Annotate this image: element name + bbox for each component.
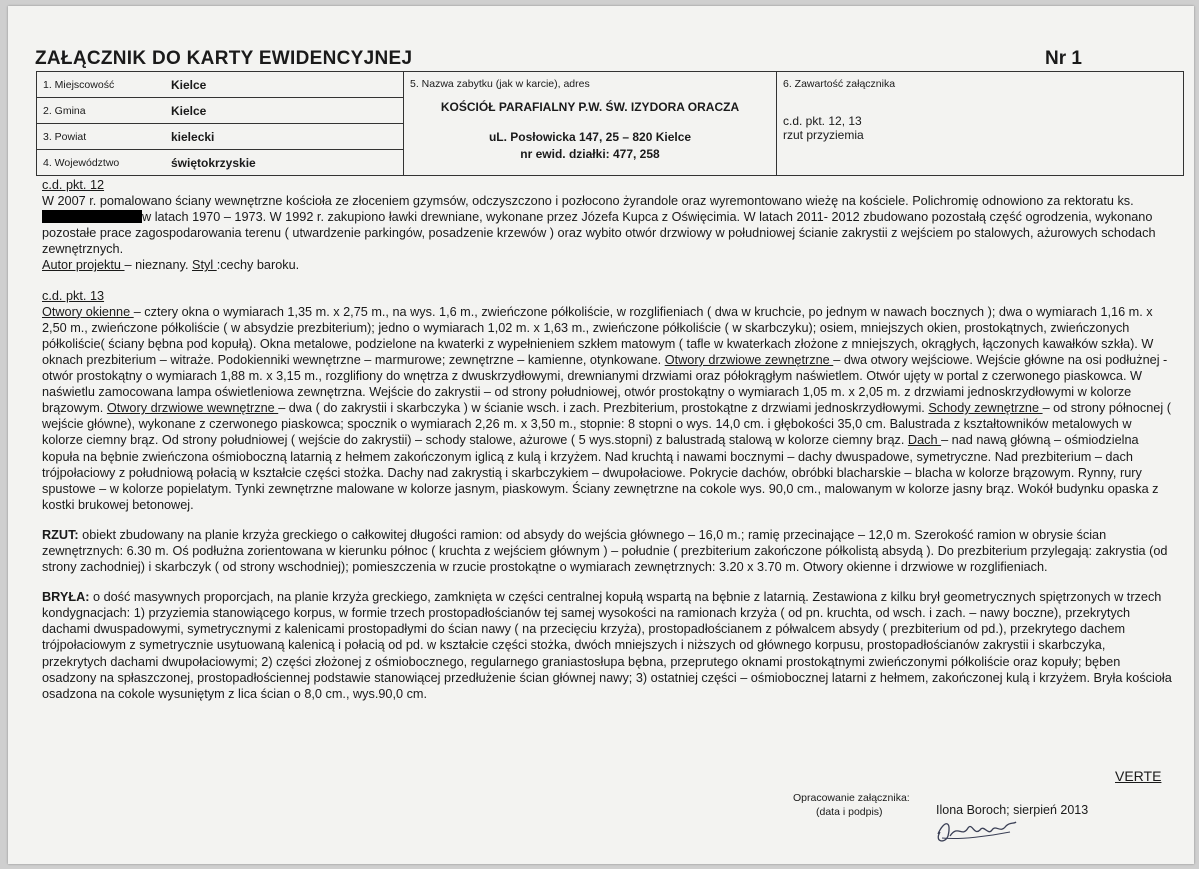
document-body — [42, 177, 1172, 702]
zawartosc-label: 6. Zawartość załącznika — [783, 78, 896, 90]
document-sheet — [8, 6, 1194, 864]
wojewodztwo-label: 4. Województwo — [43, 156, 120, 169]
schody-label: Schody zewnętrzne — [928, 401, 1043, 416]
zawartosc-line-2: rzut przyziemia — [783, 128, 864, 142]
document-title: ZAŁĄCZNIK DO KARTY EWIDENCYJNEJ — [35, 48, 413, 69]
wojewodztwo-value: świętokrzyskie — [171, 155, 256, 170]
otwory-okienne-label: Otwory okienne — [42, 304, 134, 319]
author-date: Ilona Boroch; sierpień 2013 — [936, 803, 1089, 817]
monument-name: KOŚCIÓŁ PARAFIALNY P.W. ŚW. IZYDORA ORACZA — [440, 100, 740, 114]
gmina-label: 2. Gmina — [43, 104, 86, 117]
autor-label: Autor projektu — [42, 258, 125, 273]
section-13-heading: c.d. pkt. 13 — [42, 288, 105, 303]
row-miejscowosc — [37, 72, 403, 98]
otwory-drzwiowe-wew-label: Otwory drzwiowe wewnętrzne — [106, 401, 279, 416]
data-podpis-label: (data i podpis) — [816, 806, 883, 818]
row-gmina — [37, 98, 403, 124]
otwory-drzwiowe-wew-text: – dwa ( do zakrystii i skarbczyka ) w ścianie wsch. i zach. Prezbiterium, prostokątne z drzwiami jednoskrzydłowymi. — [278, 401, 929, 416]
section-12 — [42, 177, 1172, 274]
row-wojewodztwo — [37, 150, 403, 175]
section-13 — [42, 288, 1172, 513]
rzut-label: RZUT: — [42, 527, 79, 542]
section-12-text-b: w latach 1970 – 1973. W 1992 r. zakupiono ławki drewniane, wykonane przez Józefa Kupca z Oświęcimia. W latach 2011- 2012 zbudowano pozostałą część ogrodzenia, wykonano pozostałe prace zagospodarowania terenu ( utwardzenie parkingów, posadzenie krzewów ) oraz wybito otwór drzwiowy w południowej ścianie zakrystii z wejściem po stalowych, ażurowych schodach zewnętrznych. — [42, 210, 1156, 257]
dach-text: – nad nawą główną – ośmiodzielna kopuła na bębnie zwieńczona ośmioboczną latarnią z hełmem zakończonym iglicą z kulą i krzyżem. Nad kruchtą i nawami bocznymi – dachy dwuspadowe, symetryczne. Nad prezbiterium – dach trójpołaciowy z południową połacią w kształcie części stożka. Dachy nad zakrystią i skarbczykiem – dwupołaciowe. Pokrycie dachów, obróbki blacharskie – blacha w kolorze brązowym. Rynny, rury spustowe – w kolorze popielatym. Tynki zewnętrzne malowane w kolorze jasnym, piaskowym. Ściany zewnętrzne na cokole wys. 90,0 cm., malowanym w kolorze jasny brąz. Wokół budynku opaska z kostki brukowej betonowej. — [42, 433, 1159, 512]
zawartosc-line-1: c.d. pkt. 12, 13 — [783, 114, 862, 128]
otwory-okienne-text: – cztery okna o wymiarach 1,35 m. x 2,75 m., na wys. 1,6 m., zwieńczone półkoliście, w rozglifieniach ( dwa w kruchcie, po jednym w nawach bocznych ); dwa o wymiarach 1,16 m. x 2,50 m., zwieńczone półkoliście ( w absydzie prezbiterium); jedno o wymiarach 1,02 m. x 1,63 m., zwieńczone półkoliście ( w skarbczyku); osiem, mniejszych okien, prostokątnych, zwieńczonych półkoliście( ściany bębna pod kopułą). Okna metalowe, podzielone na kwaterki z wypełnieniem szkłem matowym ( tafle w kwaterkach złożone z mniejszych, okrągłych, łączonych kawałków szkła). W oknach prezbiterium – witraże. Podokienniki wewnętrzne – marmurowe; zewnętrzne – kamienne, otynkowane. — [42, 304, 1154, 367]
miejscowosc-value: Kielce — [171, 77, 207, 92]
document-number: Nr 1 — [1045, 48, 1082, 69]
redaction-bar — [42, 210, 142, 223]
verte-label: VERTE — [1115, 768, 1162, 784]
location-column — [37, 72, 404, 175]
rzut-text: obiekt zbudowany na planie krzyża greckiego o całkowitej długości ramion: od absydy do wejścia głównego – 16,0 m.; ramię przecinające – 12,0 m. Szerokość ramion w obrysie ścian zewnętrznych: 6.30 m. Oś podłużna zorientowana w kierunku północ ( kruchta z wejściem głównym ) – południe ( prezbiterium zakończone półkolistą absydą ). Do prezbiterium przylegają: zakrystia (od strony zachodniej) i skarbczyk ( od strony wschodniej); pomieszczenia w rzucie prostokątne o wymiarach zewnętrznych: 3.20 x 3.70 m. Otwory okienne i drzwiowe w rozglifieniach. — [42, 527, 1168, 575]
opracowanie-label: Opracowanie załącznika: — [793, 792, 910, 804]
styl-value: :cechy baroku. — [216, 258, 300, 273]
gmina-value: Kielce — [171, 103, 207, 118]
dach-label: Dach — [907, 433, 942, 448]
row-powiat — [37, 124, 403, 150]
miejscowosc-label: 1. Miejscowość — [43, 78, 115, 91]
otwory-drzwiowe-zew-text: – dwa otwory wejściowe. Wejście główne na osi podłużnej - otwór prostokątny o wymiarach 1,88 m. x 3,15 m., rozglifiony do wnętrza z dwuskrzydłowymi, drewnianymi drzwiami oraz półokrągłym naświetlem. Otwór ujęty w portal z czerwonego piaskowca. W naświetlu zamocowana lampa oświetleniowa zewnętrzna. Wejście do zakrystii – od strony południowej, otwór prostokątny o wymiarach 1,05 m. x 2,05 m. z drzwiami jednoskrzydłowymi w kolorze brązowym. — [42, 352, 1168, 416]
monument-address: uL. Posłowicka 147, 25 – 820 Kielce — [488, 130, 692, 144]
bryla-text: o dość masywnych proporcjach, na planie krzyża greckiego, zamknięta w części centralnej kopułą wspartą na bębnie z latarnią. Zestawiona z kilku brył geometrycznych spiętrzonych w trzech kondygnacjach: 1) przyziemia stanowiącego korpus, w formie trzech prostopadłościanów tej samej wysokości na ramionach krzyża ( od pn. kruchta, od wsch. i zach. – nawy boczne), przekrytych dachami dwuspadowymi, symetrycznymi z kalenicami prostopadłymi do ścian nawy ( na przecięciu krzyża), prostopadłościanem z półwalcem absydy ( prezbiterium od pd.), przekrytego dachem trójpołaciowym z symetrycznie usytuowaną kalenicą i połacią od pd. w kształcie części stożka, dwóch mniejszych i niższych od głównego korpusu, prostopadłościanów zakrystii i skarbczyka, przekrytych dachami dwupołaciowymi; 2) części złożonej z ośmiobocznego, regularnego graniastosłupa bębna, przeprutego oknami prostokątnymi zwieńczonymi półkoliście oraz kopuły; bęben osadzony na spłaszczonej, prostopadłościennej podstawie stanowiącej przedłużenie ścian głównej nawy; 3) ostatniej części – ośmiobocznej latarni z hełmem, zakończonej kulą i krzyżem. Bryła kościoła osadzona na cokole wysuniętym z lica ścian o 8,0 cm., wys.90,0 cm. — [42, 590, 1172, 701]
parcel-number: nr ewid. działki: 477, 258 — [520, 147, 660, 161]
rzut-section — [42, 527, 1172, 575]
powiat-label: 3. Powiat — [43, 130, 87, 143]
autor-value: – nieznany. — [124, 258, 192, 273]
signature-image — [930, 814, 1020, 846]
otwory-drzwiowe-zew-label: Otwory drzwiowe zewnętrzne — [664, 352, 834, 367]
section-12-heading: c.d. pkt. 12 — [42, 178, 105, 192]
contents-column — [777, 72, 1183, 175]
monument-column — [404, 72, 777, 175]
schody-text: – od strony północnej ( wejście główne), wykonane z czerwonego piaskowca; spocznik o wymiarach 2,26 m. x 3,50 m., stopnie: 8 stopni o wys. 14,0 cm. i głębokości 35,0 cm. Balustrada z kształtowników metalowych w kolorze ciemny brąz. Od strony południowej ( wejście do zakrystii) – schody stalowe, ażurowe ( 5 wys.stopni) z balustradą stalową w kolorze ciemny brąz. — [42, 401, 1171, 448]
powiat-value: kielecki — [171, 129, 215, 144]
nazwa-label: 5. Nazwa zabytku (jak w karcie), adres — [410, 78, 590, 90]
section-12-text-a: W 2007 r. pomalowano ściany wewnętrzne kościoła ze złoceniem gzymsów, odczyszczono i pozłocono żyrandole oraz wyremontowano wieżę na kościele. Polichromię odnowiono za rektoratu ks. — [42, 194, 1134, 209]
styl-label: Styl — [192, 258, 217, 273]
header-table — [36, 71, 1184, 176]
bryla-label: BRYŁA: — [42, 590, 90, 605]
bryla-section — [42, 589, 1172, 702]
